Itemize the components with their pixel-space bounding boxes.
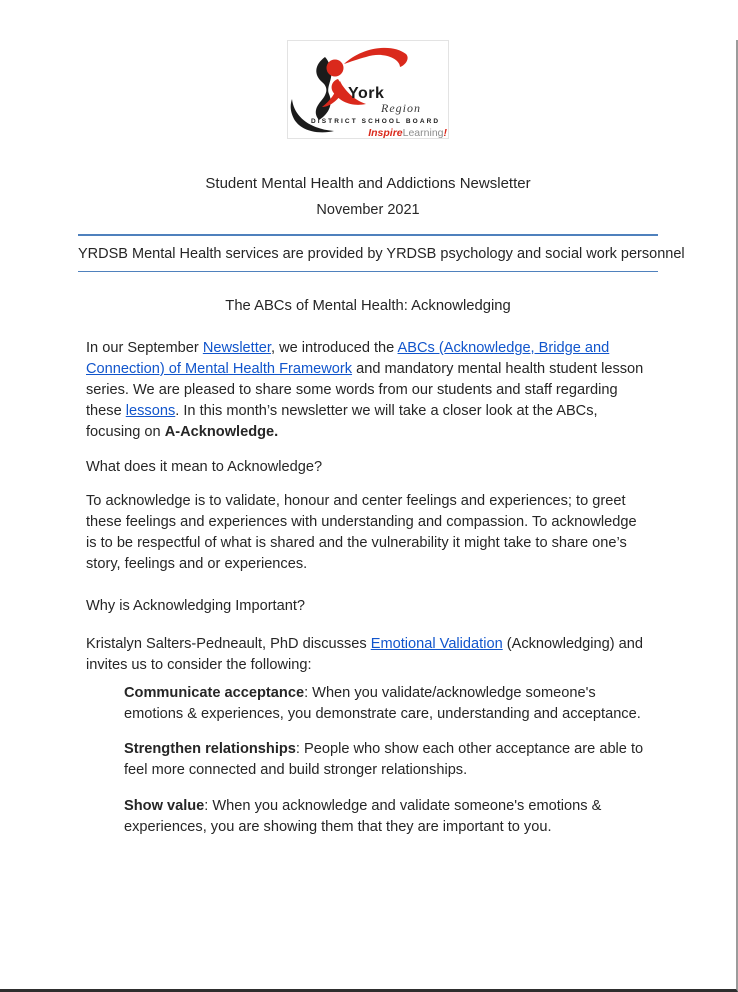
newsletter-page [0, 40, 738, 992]
text-segment: . In this month’s newsletter we will take a closer look at the ABCs, focusing on [86, 403, 598, 440]
text-segment: (Acknowledging) and invites us to consider the following: [86, 636, 644, 673]
validation-points-list [124, 683, 648, 838]
question-what-acknowledge: What does it mean to Acknowledge? [86, 459, 323, 475]
inline-link[interactable]: ABCs (Acknowledge, Bridge and Connection) of Mental Health Framework [86, 340, 610, 377]
text-segment: and mandatory mental health student lesson series. We are pleased to share some words from our students and staff regarding these [86, 361, 644, 419]
paragraph-intro [86, 338, 650, 443]
point-strengthen-relationships [124, 739, 648, 781]
text-segment: , we introduced the [270, 340, 398, 356]
inline-link[interactable]: Newsletter [202, 340, 271, 356]
text-segment: Kristalyn Salters-Pedneault, PhD discusses [86, 636, 371, 652]
logo-tagline [368, 127, 447, 139]
point-rest: : When you validate/acknowledge someone's emotions & experiences, you demonstrate care, understanding and acceptance. [124, 685, 641, 722]
yrdsb-logo [287, 40, 449, 139]
point-rest: : People who show each other acceptance are able to feel more connected and build stronger relationships. [124, 741, 644, 778]
question-why-important: Why is Acknowledging Important? [86, 598, 306, 614]
article-heading: The ABCs of Mental Health: Acknowledging [225, 298, 511, 314]
logo-york-text: York [348, 85, 385, 102]
paragraph-acknowledge-definition: To acknowledge is to validate, honour and center feelings and experiences; to greet these feelings and experiences with understanding and compassion. To acknowledge is to be respectful of what is shared and the vulnerability it might take to share one’s story, feelings and or experiences. [86, 493, 637, 572]
services-banner-text: YRDSB Mental Health services are provided by YRDSB psychology and social work personnel [78, 246, 685, 262]
inline-link[interactable]: Emotional Validation [370, 636, 503, 652]
text-segment: A-Acknowledge. [164, 424, 279, 440]
logo-tagline-exclamation: ! [443, 127, 447, 139]
logo-region-text: Region [381, 101, 421, 115]
point-show-value [124, 796, 648, 838]
newsletter-date: November 2021 [316, 202, 420, 218]
newsletter-title: Student Mental Health and Addictions Newsletter [205, 175, 531, 192]
point-lead: Communicate acceptance [124, 685, 305, 701]
inline-link[interactable]: lessons [125, 403, 176, 419]
point-lead: Strengthen relationships [124, 741, 296, 757]
point-rest: : When you acknowledge and validate someone's emotions & experiences, you are showing them that they are important to you. [124, 798, 602, 835]
paragraph-emotional-validation [86, 634, 650, 676]
point-lead: Show value [124, 798, 205, 814]
logo-board-text: DISTRICT SCHOOL BOARD [311, 118, 441, 125]
point-communicate-acceptance [124, 683, 648, 725]
text-segment: In our September [86, 340, 203, 356]
article-body [86, 338, 650, 838]
logo-tagline-inspire: Inspire [368, 127, 403, 139]
services-banner [78, 234, 685, 272]
logo-tagline-learning: Learning [402, 127, 444, 139]
